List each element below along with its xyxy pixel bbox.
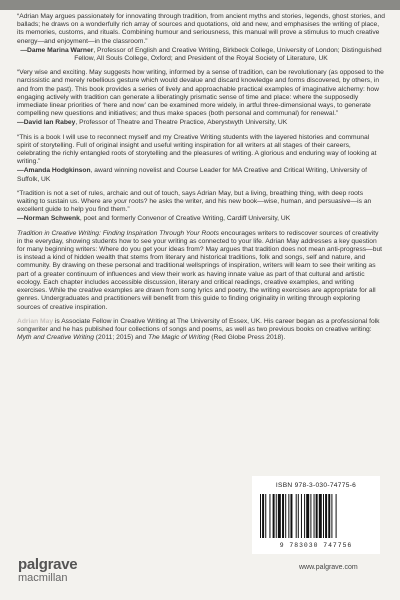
blurb-quote: “Very wise and exciting. May suggests how writing, informed by a sense of tradition, can be revolutionary (as opposed to the narcissistic and merely rebellious gesture which would devalue and discard knowledge and forms discovered, by others, in and from the past). This book provides a series of lively and approachable practical examples of imaginative alchemy: how engaging actively with tradition can generate a liberatingly prismatic sense of time and place: where the supposedly immediate linear priorities of ‘here and now’ can be examined more widely, in artful three-dimensional ways, to generate compelling new questions and initiatives; and thus make spaces (both personal and communal) for renewal.” bbox=[17, 69, 384, 118]
blurb-author: —David Ian Rabey bbox=[17, 119, 76, 127]
back-cover-text bbox=[17, 13, 385, 348]
blurb-author: —Dame Marina Warner bbox=[20, 46, 94, 54]
author-bio bbox=[17, 318, 385, 343]
bio-text: (Red Globe Press 2018). bbox=[209, 334, 286, 342]
blurb-attribution bbox=[17, 47, 385, 63]
publisher-logo-line2: macmillan bbox=[18, 572, 68, 584]
blurb-affiliation: , Professor of English and Creative Writing, Birkbeck College, University of London; Distinguished Fellow, All Souls College, Oxford; and President of the Royal Society of Literature, UK bbox=[74, 46, 382, 63]
blurb-attribution bbox=[17, 167, 385, 183]
blurb-2 bbox=[17, 69, 385, 118]
book-description bbox=[17, 230, 385, 312]
blurb-quote-emphasis: your bbox=[114, 198, 128, 206]
blurb-author: —Amanda Hodgkinson bbox=[17, 167, 91, 175]
bio-book-title: Myth and Creative Writing bbox=[17, 334, 94, 342]
blurb-attribution bbox=[17, 119, 385, 127]
book-title: Tradition in Creative Writing: Finding Inspiration Through Your Roots bbox=[17, 229, 219, 237]
blurb-quote: “Tradition is not a set of rules, archaic and out of touch, says Adrian May, but a living, breathing thing, with deep roots waiting to sustain us. Where are bbox=[17, 189, 364, 206]
bio-text: (2011; 2015) and bbox=[93, 334, 149, 342]
blurb-quote: “Adrian May argues passionately for innovating through tradition, from ancient myths and stories, legends, ghost stories, and ballads; he draws on a wonderfully rich array of sources and quotations, old and new, and emphasises the writing of place, its memories, customs, and rituals. Combining humour and seriousness, this manual will prove a stimulus to much creative energy—and enjoyment—in the classroom.” bbox=[17, 13, 386, 45]
author-name: Adrian May bbox=[17, 317, 54, 325]
blurb-affiliation: , Professor of Theatre and Theatre Practice, Aberystwyth University, UK bbox=[75, 119, 288, 127]
blurb-3 bbox=[17, 134, 385, 167]
isbn-barcode-box bbox=[252, 476, 380, 554]
blurb-4 bbox=[17, 190, 385, 215]
description-text: encourages writers to rediscover sources of creativity in the everyday, showing students how to see your writing as connected to your life. Adrian May addresses a key question for many beginning writers: Where do you get your ideas from? May argues that tradition does not mean anti-progress—but is instead a kind of hidden wealth that stems from literary and historical traditions, folk and songs, self and nature, and community. By drawing on these personal and traditional wellsprings of inspiration, writers will learn to see their writing as part of a greater continuum of influences and view their work as having innate value as part of that cultural and artistic ecology. Each chapter includes accessible discussion, literary and critical readings, creative examples, and writing exercises. While the creative examples are drawn from song lyrics and poetry, the writing exercises are appropriate for all genres. Undergraduates and practitioners will benefit from this guide to finding originality in writing through exploring sources of creative inspiration. bbox=[17, 229, 383, 311]
bio-text: is Associate Fellow in Creative Writing at The University of Essex, UK. His career began as a professional folk songwriter and he has published four collections of songs and poems, as well as two previous books on creative writing: bbox=[17, 317, 380, 333]
publisher-logo bbox=[18, 558, 77, 584]
blurb-author: —Norman Schwenk bbox=[17, 215, 80, 223]
blurb-affiliation: , award winning novelist and Course Leader for MA Creative and Critical Writing, University of Suffolk, UK bbox=[17, 167, 367, 183]
blurb-affiliation: , poet and formerly Convenor of Creative Writing, Cardiff University, UK bbox=[79, 215, 291, 223]
blurb-attribution bbox=[17, 215, 385, 223]
top-band bbox=[0, 0, 400, 10]
barcode-number: 9 783030 747756 bbox=[279, 542, 353, 549]
blurb-quote: “This is a book I will use to reconnect myself and my Creative Writing students with the layered histories and communal spirit of storytelling. Full of original insight and useful writing inspiration for all writers at all stages of their careers, celebrating the richly entangled roots of storytelling and the pleasures of writing. A glorious and enduring way of looking at writing.” bbox=[17, 133, 377, 166]
barcode-icon bbox=[260, 494, 372, 538]
isbn-label: ISBN 978-3-030-74775-6 bbox=[275, 482, 357, 489]
blurb-quote: roots? he asks the writer, and his new book—wise, human, and persuasive—is an excellent guide to help you find them.” bbox=[17, 198, 372, 214]
publisher-logo-line1: palgrave bbox=[18, 556, 78, 573]
blurb-1 bbox=[17, 13, 385, 46]
bio-book-title: The Magic of Writing bbox=[148, 334, 210, 342]
publisher-url: www.palgrave.com bbox=[299, 564, 358, 571]
